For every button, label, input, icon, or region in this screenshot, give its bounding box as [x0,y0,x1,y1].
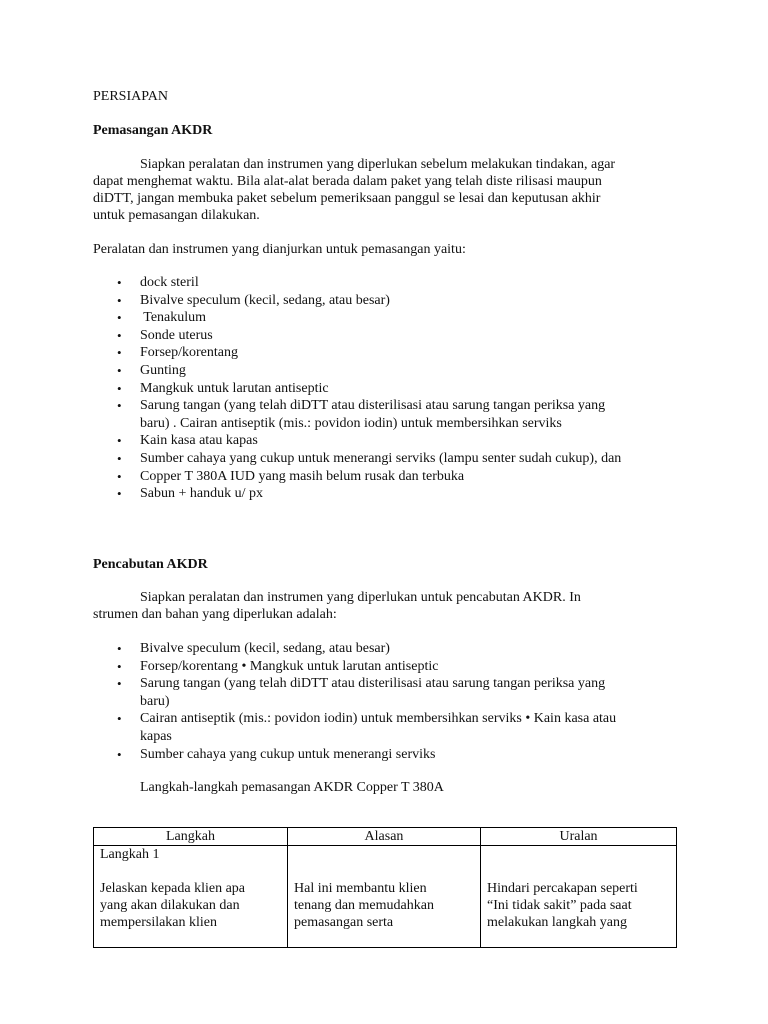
bullet-icon: • [117,486,122,502]
bullet-icon: • [117,641,122,656]
list-item [93,710,693,745]
equipment-list-pemasangan [93,274,693,503]
table-row [94,846,677,948]
table-header-langkah: Langkah [94,828,288,846]
bullet-icon: • [117,362,122,378]
list-item [93,362,693,380]
cell-line: “Ini tidak sakit” pada saat [487,898,632,913]
list-item [93,397,693,432]
bullet-icon: • [117,327,122,343]
list-item [93,274,693,292]
steps-table [93,827,677,948]
cell-line: mempersilakan klien [100,915,218,930]
list-item-text: baru) . Cairan antiseptik (mis.: povidon iodin) untuk membersihkan serviks [140,415,562,431]
list-item [93,468,693,486]
list-item-text: Sumber cahaya yang cukup untuk menerangi serviks [140,746,436,762]
section-title-pemasangan: Pemasangan AKDR [93,123,213,138]
document-heading: PERSIAPAN [93,89,168,104]
list-item-text: Bivalve speculum (kecil, sedang, atau besar) [140,292,390,308]
list-item-text: Sumber cahaya yang cukup untuk menerangi serviks (lampu senter sudah cukup), dan [140,450,622,466]
list-item [93,380,693,398]
cell-line: yang akan dilakukan dan [100,898,240,913]
paragraph-line: diDTT, jangan membuka paket sebelum pemeriksaan panggul se lesai dan keputusan akhir [93,191,601,206]
list-item-text: Mangkuk untuk larutan antiseptic [140,380,329,396]
paragraph-line: Siapkan peralatan dan instrumen yang diperlukan sebelum melakukan tindakan, agar [140,157,616,172]
list-item-text: Bivalve speculum (kecil, sedang, atau besar) [140,641,390,656]
list-item-text: Cairan antiseptik (mis.: povidon iodin) untuk membersihkan serviks • Kain kasa atau [140,711,617,727]
table-header-uralan: Uralan [481,828,677,846]
table-cell-langkah [94,846,288,948]
bullet-icon: • [117,711,122,727]
equipment-list-pencabutan [93,640,693,763]
section-title-pencabutan: Pencabutan AKDR [93,557,208,572]
list-item-text: Sonde uterus [140,327,213,343]
list-item-text: dock steril [140,275,199,290]
bullet-icon: • [117,433,122,449]
bullet-icon: • [117,380,122,396]
paragraph-line: Siapkan peralatan dan instrumen yang diperlukan untuk pencabutan AKDR. In [140,590,581,605]
table-cell-alasan [288,846,481,948]
list-item-text: Sarung tangan (yang telah diDTT atau disterilisasi atau sarung tangan periksa yang [140,398,606,414]
bullet-icon: • [117,450,122,466]
bullet-icon: • [117,310,122,326]
list-item [93,450,693,468]
paragraph-line: untuk pemasangan dilakukan. [93,208,260,223]
list-item-text: kapas [140,728,172,744]
bullet-icon: • [117,292,122,308]
list-item [93,432,693,450]
list-item [93,658,693,676]
paragraph-equipment-intro: Peralatan dan instrumen yang dianjurkan untuk pemasangan yaitu: [93,242,466,257]
list-item-text: Sarung tangan (yang telah diDTT atau disterilisasi atau sarung tangan periksa yang [140,676,606,692]
cell-line: Jelaskan kepada klien apa [100,881,245,896]
bullet-icon: • [117,468,122,484]
list-item [93,746,693,764]
list-item-text: Tenakulum [140,310,207,326]
cell-line: Hindari percakapan seperti [487,881,638,896]
bullet-icon: • [117,676,122,692]
list-item [93,327,693,345]
cell-line: melakukan langkah yang [487,915,627,930]
bullet-icon: • [117,658,122,674]
list-item [93,292,693,310]
list-item-text: Copper T 380A IUD yang masih belum rusak dan terbuka [140,468,465,484]
table-cell-uralan [481,846,677,948]
paragraph-line: dapat menghemat waktu. Bila alat-alat berada dalam paket yang telah diste rilisasi maupun [93,174,602,189]
cell-line: Hal ini membantu klien [294,881,427,896]
cell-line: pemasangan serta [294,915,394,930]
bullet-icon: • [117,398,122,414]
bullet-icon: • [117,275,122,290]
list-item-text: Forsep/korentang [140,345,238,361]
list-item-text: Sabun + handuk u/ px [140,486,263,502]
cell-line: tenang dan memudahkan [294,898,434,913]
list-item [93,344,693,362]
table-header-row [94,828,677,846]
bullet-icon: • [117,746,122,762]
list-item-text: Forsep/korentang • Mangkuk untuk larutan antiseptic [140,658,439,674]
list-item [93,640,693,658]
list-item [93,309,693,327]
bullet-icon: • [117,345,122,361]
steps-title: Langkah-langkah pemasangan AKDR Copper T 380A [140,780,444,795]
step-label: Langkah 1 [100,847,160,862]
list-item [93,485,693,503]
table-header-alasan: Alasan [288,828,481,846]
list-item-text: Gunting [140,362,186,378]
list-item-text: Kain kasa atau kapas [140,433,258,449]
list-item-text: baru) [140,693,170,709]
paragraph-line: strumen dan bahan yang diperlukan adalah: [93,607,337,622]
list-item [93,675,693,710]
